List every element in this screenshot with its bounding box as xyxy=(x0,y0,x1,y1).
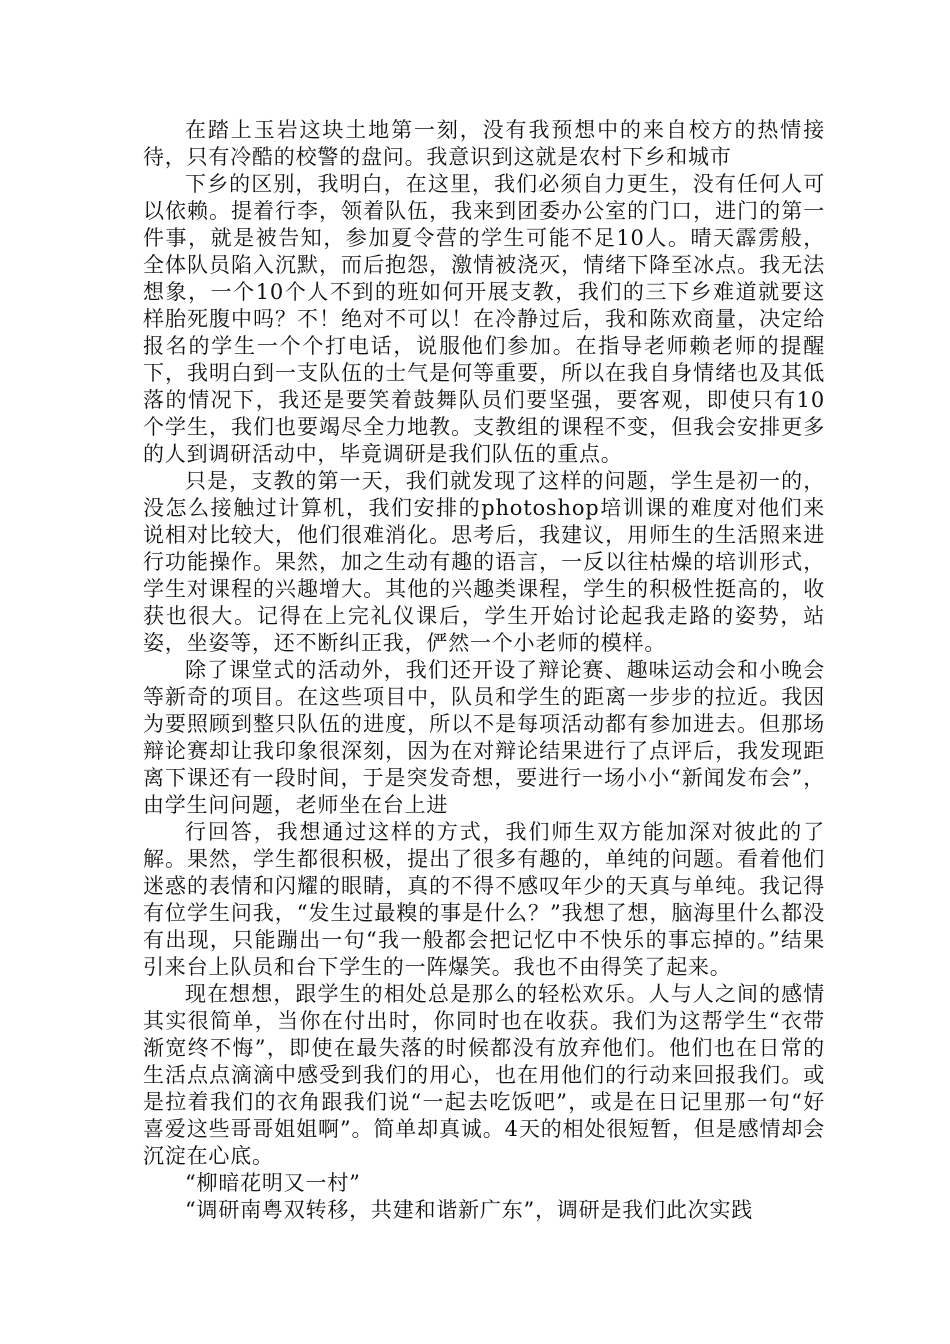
section-heading: “柳暗花明又一村” xyxy=(185,1171,361,1195)
paragraph-3: 只是，支教的第一天，我们就发现了这样的问题，学生是初一的，没怎么接触过计算机，我们安排的photoshop培训课的难度对他们来说相对比较大，他们很难消化。思考后，我建议，用师生的生活照来进行功能操作。果然，加之生动有趣的语言，一反以往枯燥的培训形式，学生对课程的兴趣增大。其他的兴趣类课程，学生的积极性挺高的，收获也很大。记得在上完礼仪课后，学生开始讨论起我走路的姿势，站姿，坐姿等，还不断纠正我，俨然一个小老师的模样。 xyxy=(143,469,825,655)
paragraph-6: 现在想想，跟学生的相处总是那么的轻松欢乐。人与人之间的感情其实很简单，当你在付出时，你同时也在收获。我们为这帮学生“衣带渐宽终不悔”，即使在最失落的时候都没有放弃他们。他们也在日常的生活点点滴滴中感受到我们的用心，也在用他们的行动来回报我们。或是拉着我们的衣角跟我们说“一起去吃饭吧”，或是在日记里那一句“好喜爱这些哥哥姐姐啊”。简单却真诚。4天的相处很短暂，但是感情却会沉淀在心底。 xyxy=(143,982,825,1168)
paragraph-5: 行回答，我想通过这样的方式，我们师生双方能加深对彼此的了解。果然，学生都很积极，提出了很多有趣的，单纯的问题。看着他们迷惑的表情和闪耀的眼睛，真的不得不感叹年少的天真与单纯。我记得有位学生问我，“发生过最糗的事是什么？”我想了想，脑海里什么都没有出现，只能蹦出一句“我一般都会把记忆中不快乐的事忘掉的。”结果引来台上队员和台下学生的一阵爆笑。我也不由得笑了起来。 xyxy=(143,820,825,979)
paragraph-1: 在踏上玉岩这块土地第一刻，没有我预想中的来自校方的热情接待，只有冷酷的校警的盘问。我意识到这就是农村下乡和城市 xyxy=(143,118,825,169)
document-body xyxy=(143,117,825,1224)
paragraph-4: 除了课堂式的活动外，我们还开设了辩论赛、趣味运动会和小晚会等新奇的项目。在这些项目中，队员和学生的距离一步步的拉近。我因为要照顾到整只队伍的进度，所以不是每项活动都有参加进去。但那场辩论赛却让我印象很深刻，因为在对辩论结果进行了点评后，我发现距离下课还有一段时间，于是突发奇想，要进行一场小小“新闻发布会”，由学生问问题，老师坐在台上进 xyxy=(143,658,825,817)
paragraph-7: “调研南粤双转移，共建和谐新广东”，调研是我们此次实践 xyxy=(185,1198,754,1222)
paragraph-2: 下乡的区别，我明白，在这里，我们必须自力更生，没有任何人可以依赖。提着行李，领着队伍，我来到团委办公室的门口，进门的第一件事，就是被告知，参加夏令营的学生可能不足10人。晴天霹雳般，全体队员陷入沉默，而后抱怨，激情被浇灭，情绪下降至冰点。我无法想象，一个10个人不到的班如何开展支教，我们的三下乡难道就要这样胎死腹中吗？不！绝对不可以！在冷静过后，我和陈欢商量，决定给报名的学生一个个打电话，说服他们参加。在指导老师赖老师的提醒下，我明白到一支队伍的士气是何等重要，所以在我自身情绪也及其低落的情况下，我还是要笑着鼓舞队员们要坚强，要客观，即使只有10个学生，我们也要竭尽全力地教。支教组的课程不变，但我会安排更多的人到调研活动中，毕竟调研是我们队伍的重点。 xyxy=(143,172,825,466)
